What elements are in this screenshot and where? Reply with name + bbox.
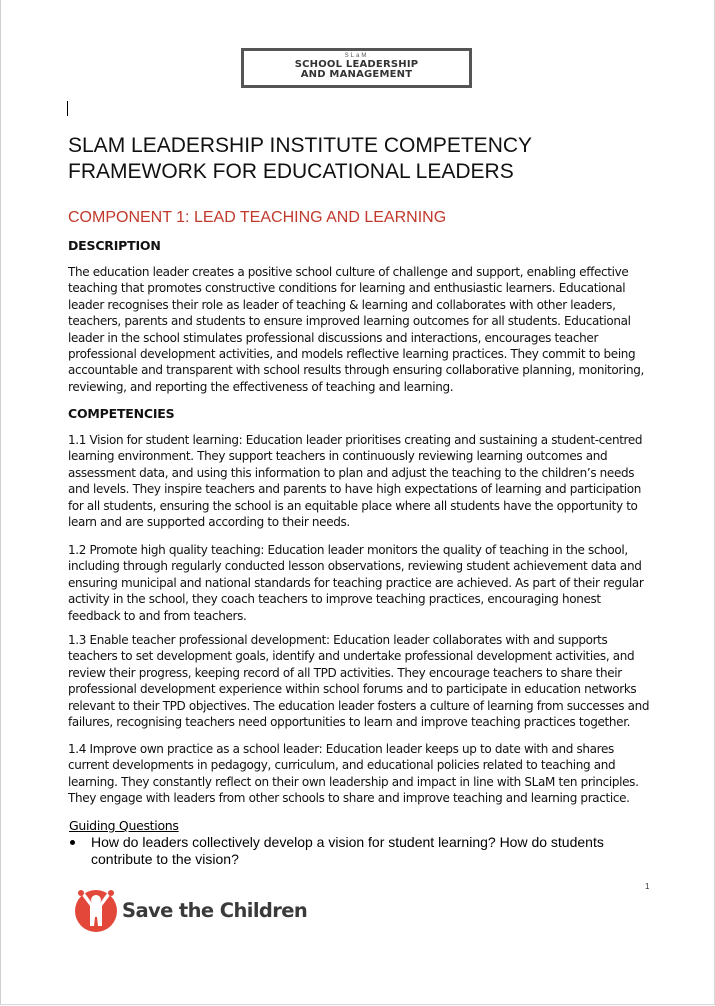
logo-small-text: SLaM [344,53,369,59]
component-heading: COMPONENT 1: LEAD TEACHING AND LEARNING [68,209,447,226]
competency-1-1: 1.1 Vision for student learning: Education leader prioritises creating and sustaining a student-centred learning environment. They support teachers in continuously reviewing learning outcomes and assessment data, and using this information to plan and adjust the teaching to the children’s needs and levels. They inspire teachers and parents to have high expectations of learning and participation for all students, ensuring the school is an equitable place where all students have the opportunity to learn and are supported according to their needs. [68,433,643,530]
save-the-children-figure-icon [73,886,119,939]
description-heading: DESCRIPTION [68,238,161,253]
list-item [68,834,628,868]
bullet-icon [70,840,75,845]
description-paragraph: The education leader creates a positive school culture of challenge and support, enabling effective teaching that promotes constructive conditions for learning and enthusiastic learners. Educational leader recognises their role as leader of teaching & learning and collaborates with other leaders, teachers, parents and students to ensure improved learning outcomes for all students. Educational leader in the school stimulates professional discussions and interactions, encourages teacher professional development activities, and models reflective learning practices. They commit to being accountable and transparent with school results through ensuring collaborative planning, monitoring, reviewing, and reporting the effectiveness of teaching and learning. [68,265,644,394]
page-number: 1 [645,882,650,891]
competency-1-4: 1.4 Improve own practice as a school leader: Education leader keeps up to date with and shares current developments in pedagogy, curriculum, and educational policies related to teaching and learning. They constantly reflect on their own leadership and impact in line with SLaM ten principles. They engage with leaders from other schools to share and improve teaching and learning practice. [68,742,639,806]
title-line-1: SLAM LEADERSHIP INSTITUTE COMPETENCY [68,134,533,157]
competencies-heading: COMPETENCIES [68,406,175,421]
slam-logo [241,48,472,88]
competency-1-2: 1.2 Promote high quality teaching: Education leader monitors the quality of teaching in the school, including through regularly conducted lesson observations, reviewing student achievement data and ensuring municipal and national standards for teaching practice are achieved. As part of their regular activity in the school, they coach teachers to improve teaching practices, encouraging honest feedback to and from teachers. [68,543,644,623]
logo-line-1: SCHOOL LEADERSHIP [294,59,419,70]
guiding-question-text: How do leaders collectively develop a vision for student learning? How do students contribute to the vision? [91,834,604,867]
logo-line-2: AND MANAGEMENT [300,69,413,80]
text-cursor [67,101,68,116]
title-line-2: FRAMEWORK FOR EDUCATIONAL LEADERS [68,160,514,183]
guiding-questions-list [68,834,628,868]
save-the-children-wordmark: Save the Children [122,899,308,922]
document-title [68,133,668,185]
competency-1-3: 1.3 Enable teacher professional development: Education leader collaborates with and supports teachers to set development goals, identify and undertake professional development activities, and review their progress, keeping record of all TPD activities. They encourage teachers to share their professional development experience within school forums and to participate in education networks relevant to their TPD objectives. The education leader fosters a culture of learning from successes and failures, recognising teachers need opportunities to learn and improve teaching practices together. [68,633,650,730]
guiding-questions-heading: Guiding Questions [69,818,179,833]
